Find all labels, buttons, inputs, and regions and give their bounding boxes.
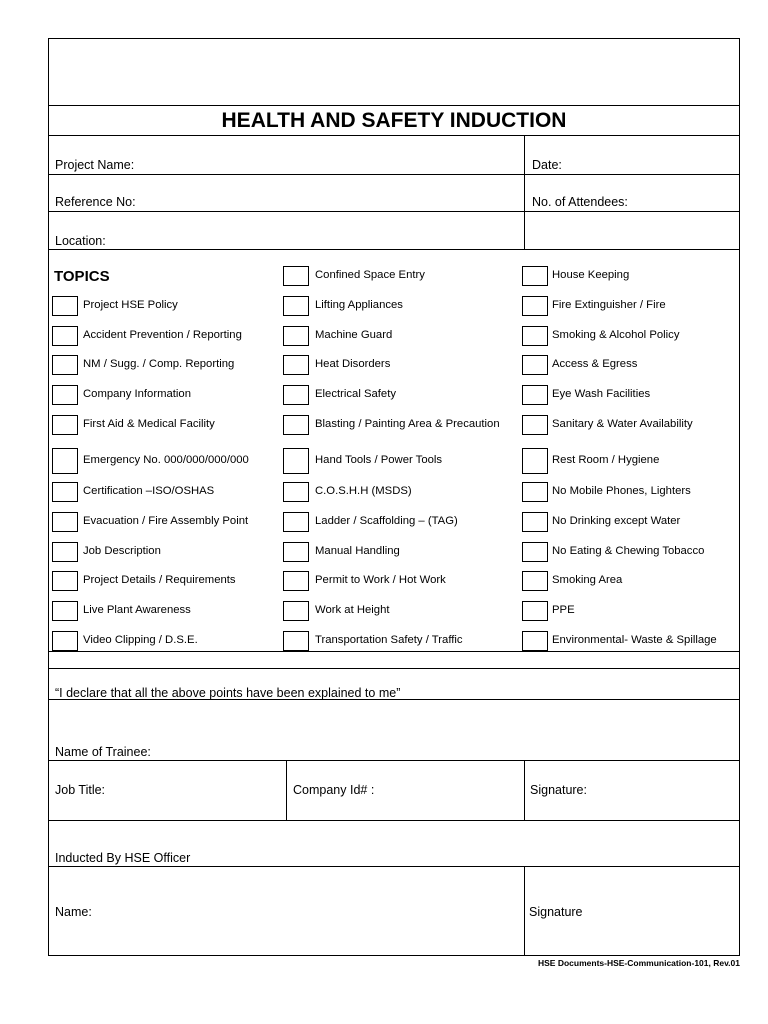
- topic-label: No Drinking except Water: [552, 515, 681, 527]
- topic-checkbox[interactable]: [522, 296, 548, 316]
- topic-checkbox[interactable]: [283, 601, 309, 621]
- topic-checkbox[interactable]: [522, 415, 548, 435]
- divider: [49, 820, 739, 821]
- topic-checkbox[interactable]: [522, 631, 548, 651]
- topic-checkbox[interactable]: [283, 415, 309, 435]
- divider: [49, 866, 739, 867]
- topic-label: Smoking & Alcohol Policy: [552, 329, 680, 341]
- topic-label: Company Information: [83, 388, 191, 400]
- divider: [524, 135, 525, 249]
- topic-label: Environmental- Waste & Spillage: [552, 634, 717, 646]
- topic-label: NM / Sugg. / Comp. Reporting: [83, 358, 235, 370]
- topic-label: Transportation Safety / Traffic: [315, 634, 463, 646]
- topic-checkbox[interactable]: [52, 512, 78, 532]
- topic-label: Machine Guard: [315, 329, 393, 341]
- topic-checkbox[interactable]: [52, 385, 78, 405]
- topic-checkbox[interactable]: [522, 571, 548, 591]
- topic-checkbox[interactable]: [52, 542, 78, 562]
- topic-label: Rest Room / Hygiene: [552, 454, 660, 466]
- officer-signature-label: Signature: [529, 905, 583, 919]
- project-name-label: Project Name:: [55, 158, 135, 172]
- divider: [524, 760, 525, 820]
- topic-checkbox[interactable]: [522, 266, 548, 286]
- topic-label: Lifting Appliances: [315, 299, 403, 311]
- officer-name-label: Name:: [55, 905, 92, 919]
- topic-label: Hand Tools / Power Tools: [315, 454, 443, 466]
- topic-checkbox[interactable]: [52, 326, 78, 346]
- inducted-by-label: Inducted By HSE Officer: [55, 851, 191, 865]
- topic-checkbox[interactable]: [522, 482, 548, 502]
- job-title-label: Job Title:: [55, 783, 106, 797]
- topic-checkbox[interactable]: [522, 326, 548, 346]
- topic-label: Evacuation / Fire Assembly Point: [83, 515, 249, 527]
- topic-label: Electrical Safety: [315, 388, 396, 400]
- topic-label: Accident Prevention / Reporting: [83, 329, 242, 341]
- topic-label: Ladder / Scaffolding – (TAG): [315, 515, 458, 527]
- form-title: HEALTH AND SAFETY INDUCTION: [221, 109, 567, 132]
- topic-label: Work at Height: [315, 604, 390, 616]
- topic-label: Project HSE Policy: [83, 299, 178, 311]
- topic-label: Emergency No. 000/000/000/000: [83, 454, 249, 466]
- topic-label: No Eating & Chewing Tobacco: [552, 545, 705, 557]
- induction-form: [48, 38, 740, 956]
- topic-label: Confined Space Entry: [315, 269, 425, 281]
- declaration-text: “I declare that all the above points have been explained to me”: [55, 686, 401, 700]
- topic-checkbox[interactable]: [52, 601, 78, 621]
- topic-label: C.O.S.H.H (MSDS): [315, 485, 412, 497]
- divider: [49, 174, 739, 175]
- divider: [286, 760, 287, 820]
- topic-label: Video Clipping / D.S.E.: [83, 634, 198, 646]
- topic-label: Fire Extinguisher / Fire: [552, 299, 666, 311]
- topic-checkbox[interactable]: [522, 512, 548, 532]
- topic-label: Eye Wash Facilities: [552, 388, 651, 400]
- topic-checkbox[interactable]: [283, 571, 309, 591]
- topic-checkbox[interactable]: [522, 355, 548, 375]
- topic-checkbox[interactable]: [52, 355, 78, 375]
- topic-label: Manual Handling: [315, 545, 400, 557]
- topic-checkbox[interactable]: [283, 326, 309, 346]
- company-id-label: Company Id# :: [293, 783, 375, 797]
- topic-label: Heat Disorders: [315, 358, 391, 370]
- topic-label: Project Details / Requirements: [83, 574, 236, 586]
- topic-checkbox[interactable]: [283, 482, 309, 502]
- date-label: Date:: [532, 158, 562, 172]
- signature-label: Signature:: [530, 783, 587, 797]
- topic-label: First Aid & Medical Facility: [83, 418, 215, 430]
- divider: [49, 249, 739, 250]
- topic-label: Sanitary & Water Availability: [552, 418, 693, 430]
- topics-heading: TOPICS: [54, 268, 110, 285]
- topic-label: PPE: [552, 604, 575, 616]
- reference-label: Reference No:: [55, 195, 136, 209]
- topic-checkbox[interactable]: [522, 385, 548, 405]
- topic-label: Blasting / Painting Area & Precaution: [315, 418, 500, 430]
- topic-checkbox[interactable]: [52, 571, 78, 591]
- topic-checkbox[interactable]: [522, 542, 548, 562]
- topic-checkbox[interactable]: [283, 542, 309, 562]
- topic-checkbox[interactable]: [283, 296, 309, 316]
- topic-label: No Mobile Phones, Lighters: [552, 485, 691, 497]
- divider: [524, 866, 525, 956]
- topic-checkbox[interactable]: [52, 448, 78, 474]
- location-label: Location:: [55, 234, 106, 248]
- topic-checkbox[interactable]: [52, 296, 78, 316]
- topic-label: Smoking Area: [552, 574, 623, 586]
- topic-checkbox[interactable]: [52, 415, 78, 435]
- topic-checkbox[interactable]: [522, 601, 548, 621]
- topic-checkbox[interactable]: [283, 631, 309, 651]
- divider: [49, 135, 739, 136]
- divider: [49, 760, 739, 761]
- topic-label: Job Description: [83, 545, 161, 557]
- topic-label: Certification –ISO/OSHAS: [83, 485, 215, 497]
- topic-label: Access & Egress: [552, 358, 638, 370]
- topic-checkbox[interactable]: [283, 448, 309, 474]
- topic-checkbox[interactable]: [52, 482, 78, 502]
- topic-checkbox[interactable]: [522, 448, 548, 474]
- topic-checkbox[interactable]: [283, 355, 309, 375]
- topic-checkbox[interactable]: [283, 266, 309, 286]
- topic-label: Live Plant Awareness: [83, 604, 191, 616]
- trainee-name-label: Name of Trainee:: [55, 745, 151, 759]
- divider: [49, 105, 739, 106]
- divider: [49, 651, 739, 652]
- topic-label: House Keeping: [552, 269, 630, 281]
- divider: [49, 211, 739, 212]
- topic-checkbox[interactable]: [52, 631, 78, 651]
- attendees-label: No. of Attendees:: [532, 195, 628, 209]
- topic-checkbox[interactable]: [283, 385, 309, 405]
- divider: [49, 668, 739, 669]
- topic-checkbox[interactable]: [283, 512, 309, 532]
- topic-label: Permit to Work / Hot Work: [315, 574, 446, 586]
- document-reference-footer: HSE Documents-HSE-Communication-101, Rev.01: [538, 958, 740, 968]
